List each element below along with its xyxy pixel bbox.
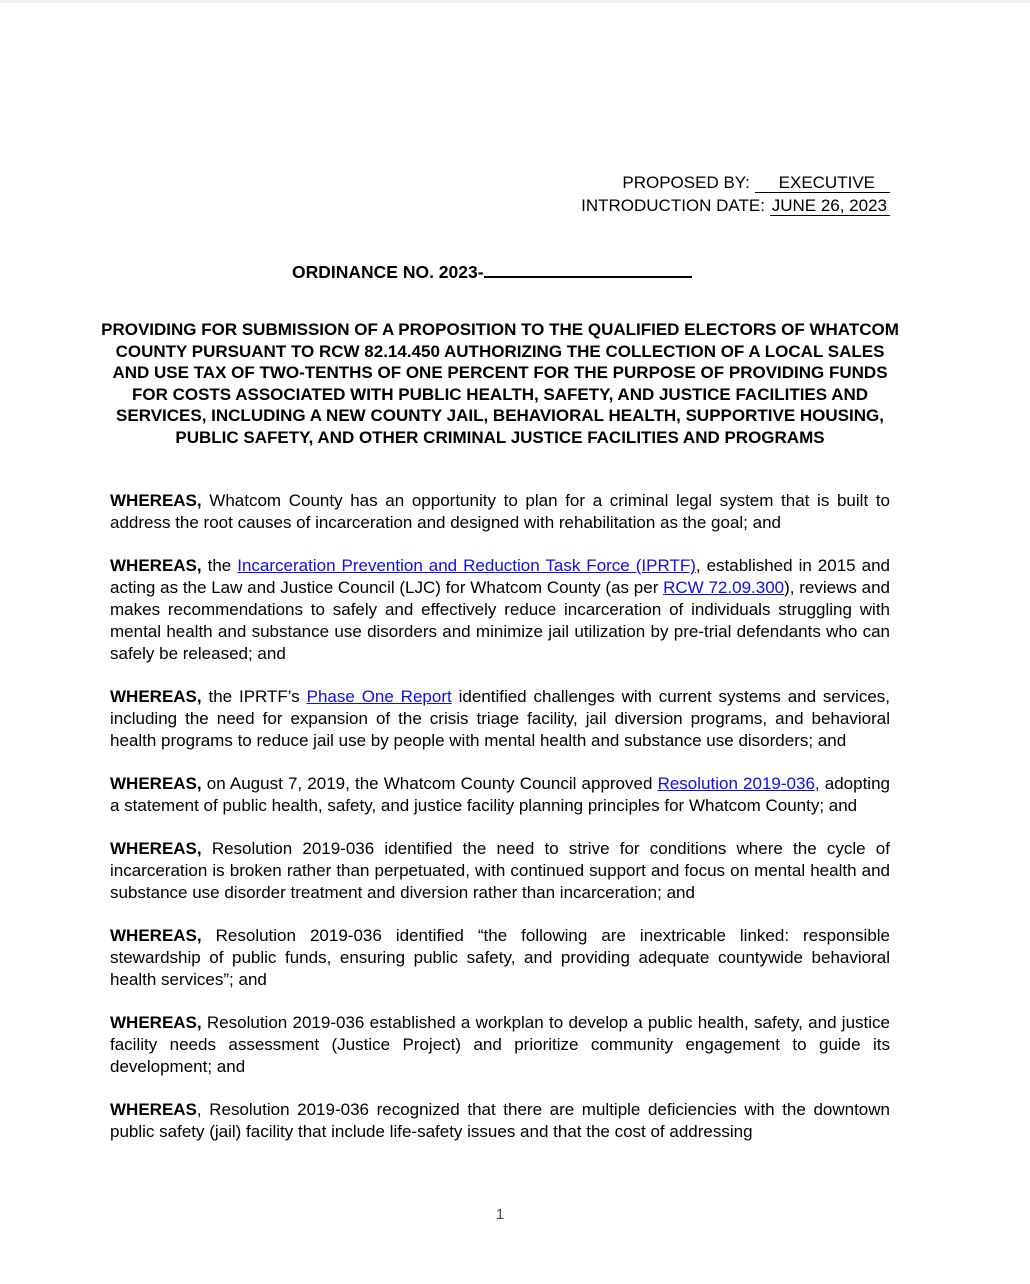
proposed-by-value: EXECUTIVE <box>755 173 890 193</box>
paragraph-text: Resolution 2019-036 identified “the following are inextricable linked: responsible stewardship of public funds, ensuring public safety, and providing adequate countywide behavioral health services”; and <box>110 926 890 989</box>
paragraph-text: identified challenges with current systems and services, including the need for expansion of the crisis triage facility, jail diversion programs, and behavioral health programs to reduce jail use by people with mental health and substance use disorders; and <box>110 687 891 750</box>
whereas-keyword: WHEREAS, <box>110 1013 202 1032</box>
whereas-paragraphs <box>110 490 890 1143</box>
introduction-date-value: JUNE 26, 2023 <box>770 196 890 216</box>
whereas-keyword: WHEREAS, <box>110 839 202 858</box>
whereas-keyword: WHEREAS, <box>110 491 202 510</box>
page-number: 1 <box>495 1206 505 1223</box>
introduction-date-label: INTRODUCTION DATE: <box>581 196 765 215</box>
paragraph-text: on August 7, 2019, the Whatcom County Council approved <box>201 774 658 793</box>
introduction-date-line <box>110 194 890 217</box>
ordinance-number-line <box>292 262 890 283</box>
proposed-by-label: PROPOSED BY: <box>622 173 750 192</box>
paragraph-text: , Resolution 2019-036 recognized that there are multiple deficiencies with the downtown public safety (jail) facility that include life-safety issues and that the cost of addressing <box>110 1100 890 1141</box>
whereas-paragraph <box>110 1012 890 1078</box>
ordinance-number-label: ORDINANCE NO. 2023- <box>292 262 484 282</box>
whereas-keyword: WHEREAS, <box>110 687 202 706</box>
proposed-by-line <box>110 171 890 194</box>
whereas-paragraph <box>110 925 890 991</box>
ordinance-number-blank <box>484 263 692 278</box>
whereas-paragraph <box>110 490 890 534</box>
whereas-paragraph <box>110 555 890 665</box>
paragraph-text: Resolution 2019-036 established a workplan to develop a public health, safety, and justice facility needs assessment (Justice Project) and prioritize community engagement to guide its development; and <box>110 1013 890 1076</box>
whereas-paragraph <box>110 838 890 904</box>
document-header <box>110 171 890 217</box>
paragraph-text: the <box>201 556 238 575</box>
paragraph-text: adopting a statement of public health, safety, and justice facility planning principles for Whatcom County; and <box>110 774 890 815</box>
hyperlink[interactable]: Phase One Report <box>306 687 452 706</box>
paragraph-text: ), reviews and makes recommendations to safely and effectively reduce incarceration of individuals struggling with mental health and substance use disorders and minimize jail utilization by pre-trial defendants who can safely be released; and <box>110 578 890 663</box>
whereas-paragraph <box>110 773 890 817</box>
whereas-paragraph <box>110 686 890 752</box>
paragraph-text: , established in 2015 and acting as the Law and Justice Council (LJC) for Whatcom County (as per <box>110 556 890 597</box>
paragraph-text: the IPRTF’s <box>201 687 307 706</box>
whereas-keyword: WHEREAS, <box>110 556 202 575</box>
whereas-keyword: WHEREAS <box>110 1100 197 1119</box>
paragraph-text: Resolution 2019-036 identified the need to strive for conditions where the cycle of incarceration is broken rather than perpetuated, with continued support and focus on mental health and substance use disorder treatment and diversion rather than incarceration; and <box>110 839 890 902</box>
whereas-paragraph <box>110 1099 890 1143</box>
hyperlink[interactable]: Resolution 2019-036, <box>657 774 820 793</box>
paragraph-text: Whatcom County has an opportunity to plan for a criminal legal system that is built to address the root causes of incarceration and designed with rehabilitation as the goal; and <box>110 491 890 532</box>
whereas-keyword: WHEREAS, <box>110 926 202 945</box>
whereas-keyword: WHEREAS, <box>110 774 202 793</box>
document-content <box>101 0 899 1164</box>
hyperlink[interactable]: RCW 72.09.300 <box>663 578 785 597</box>
hyperlink[interactable]: Incarceration Prevention and Reduction Task Force (IPRTF) <box>237 556 696 575</box>
ordinance-title: PROVIDING FOR SUBMISSION OF A PROPOSITION TO THE QUALIFIED ELECTORS OF WHATCOM COUNTY PURSUANT TO RCW 82.14.450 AUTHORIZING THE COLLECTION OF A LOCAL SALES AND USE TAX OF TWO-TENTHS OF ONE PERCENT FOR THE PURPOSE OF PROVIDING FUNDS FOR COSTS ASSOCIATED WITH PUBLIC HEALTH, SAFETY, AND JUSTICE FACILITIES AND SERVICES, INCLUDING A NEW COUNTY JAIL, BEHAVIORAL HEALTH, SUPPORTIVE HOUSING, PUBLIC SAFETY, AND OTHER CRIMINAL JUSTICE FACILITIES AND PROGRAMS <box>101 320 899 447</box>
